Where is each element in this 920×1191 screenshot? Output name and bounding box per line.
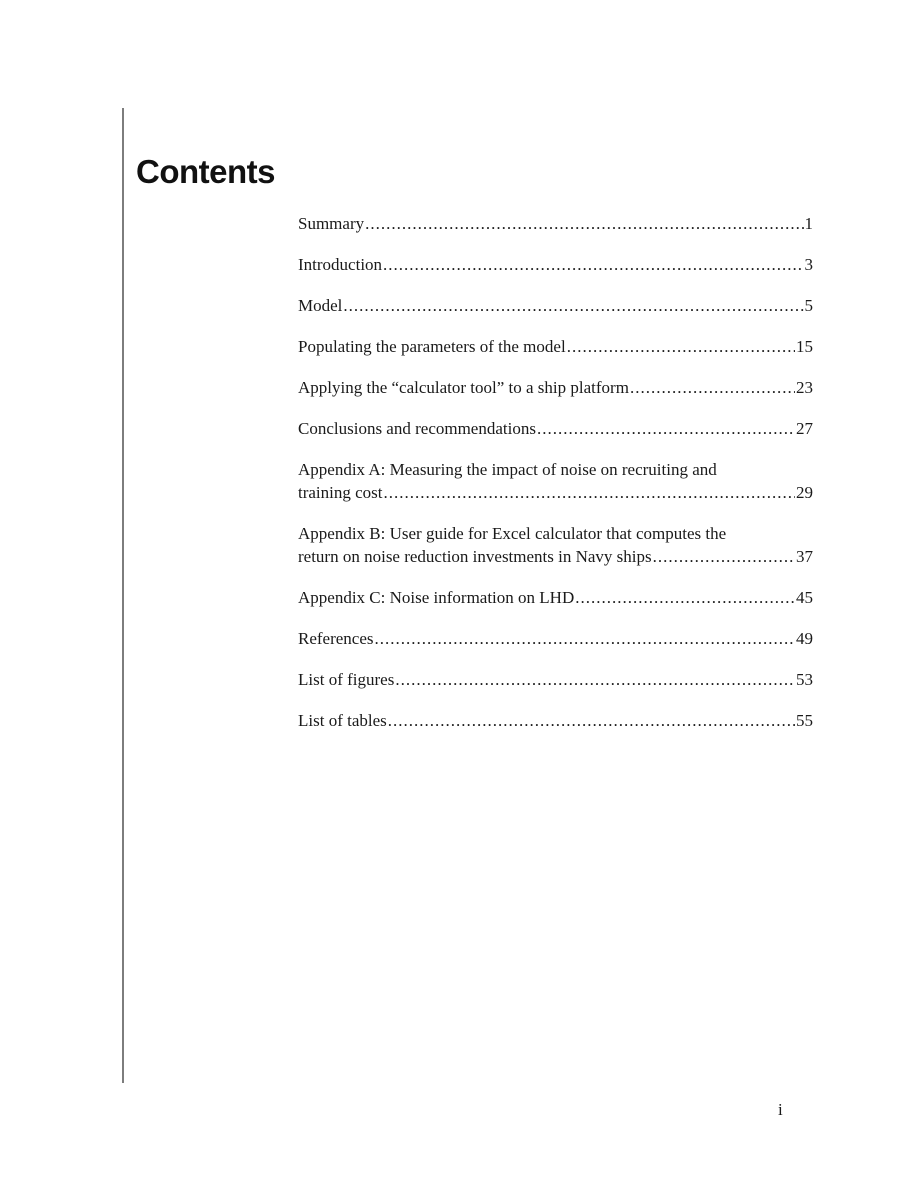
toc-entry-title: Conclusions and recommendations: [298, 419, 536, 438]
toc-dot-leader: [343, 294, 803, 317]
toc-page-number: 29: [796, 483, 813, 502]
toc-entry-title: List of tables: [298, 711, 387, 730]
toc-page-number: 55: [796, 711, 813, 730]
toc-entry-title: List of figures: [298, 670, 395, 689]
toc-entry-populating-parameters[interactable]: [298, 335, 813, 358]
toc-dot-leader: [375, 627, 795, 650]
toc-page-number: 5: [804, 296, 813, 315]
toc-page-number: 37: [796, 547, 813, 566]
page-title: Contents: [136, 153, 275, 190]
toc-entry-introduction[interactable]: [298, 253, 813, 276]
toc-entry-list-of-figures[interactable]: [298, 668, 813, 691]
toc-dot-leader: [383, 253, 803, 276]
toc-entry-summary[interactable]: [298, 212, 813, 235]
toc-page-number: 3: [804, 255, 813, 274]
toc-page-number: 53: [796, 670, 813, 689]
toc-entry-title: return on noise reduction investments in Navy ships: [298, 547, 652, 566]
toc-page-number: 23: [796, 378, 813, 397]
toc-entry-title: Introduction: [298, 255, 383, 274]
toc-entry-title: Applying the “calculator tool” to a ship platform: [298, 378, 629, 397]
toc-entry-conclusions[interactable]: [298, 417, 813, 440]
toc-page-number: 27: [796, 419, 813, 438]
toc-dot-leader: [575, 586, 795, 609]
toc-dot-leader: [365, 212, 803, 235]
toc-page-number: 15: [796, 337, 813, 356]
toc-entry-applying-calculator[interactable]: [298, 376, 813, 399]
toc-entry-title: Appendix C: Noise information on LHD: [298, 588, 575, 607]
toc-entry-title: Populating the parameters of the model: [298, 337, 566, 356]
toc-dot-leader: [567, 335, 795, 358]
toc-entry-list-of-tables[interactable]: [298, 709, 813, 732]
toc-dot-leader: [537, 417, 795, 440]
page-number-folio: i: [778, 1100, 783, 1119]
toc-page-number: 45: [796, 588, 813, 607]
margin-rule: [122, 108, 124, 1083]
toc-entry-title: training cost: [298, 483, 383, 502]
toc-entry-title-first-line: Appendix B: User guide for Excel calculator that computes the: [298, 524, 727, 543]
toc-entry-appendix-c[interactable]: [298, 586, 813, 609]
toc-entry-title: Model: [298, 296, 343, 315]
toc-entry-references[interactable]: [298, 627, 813, 650]
toc-dot-leader: [384, 481, 795, 504]
toc-page-number: 49: [796, 629, 813, 648]
toc-entry-title-first-line: Appendix A: Measuring the impact of noise on recruiting and: [298, 460, 717, 479]
toc-entry-model[interactable]: [298, 294, 813, 317]
toc-entry-title: References: [298, 629, 374, 648]
toc-dot-leader: [395, 668, 795, 691]
toc-entry-appendix-a[interactable]: [298, 458, 813, 504]
toc-dot-leader: [653, 545, 795, 568]
toc-entry-appendix-b[interactable]: [298, 522, 813, 568]
table-of-contents: [298, 212, 813, 750]
toc-dot-leader: [388, 709, 795, 732]
toc-page-number: 1: [804, 214, 813, 233]
toc-dot-leader: [630, 376, 795, 399]
toc-entry-title: Summary: [298, 214, 365, 233]
